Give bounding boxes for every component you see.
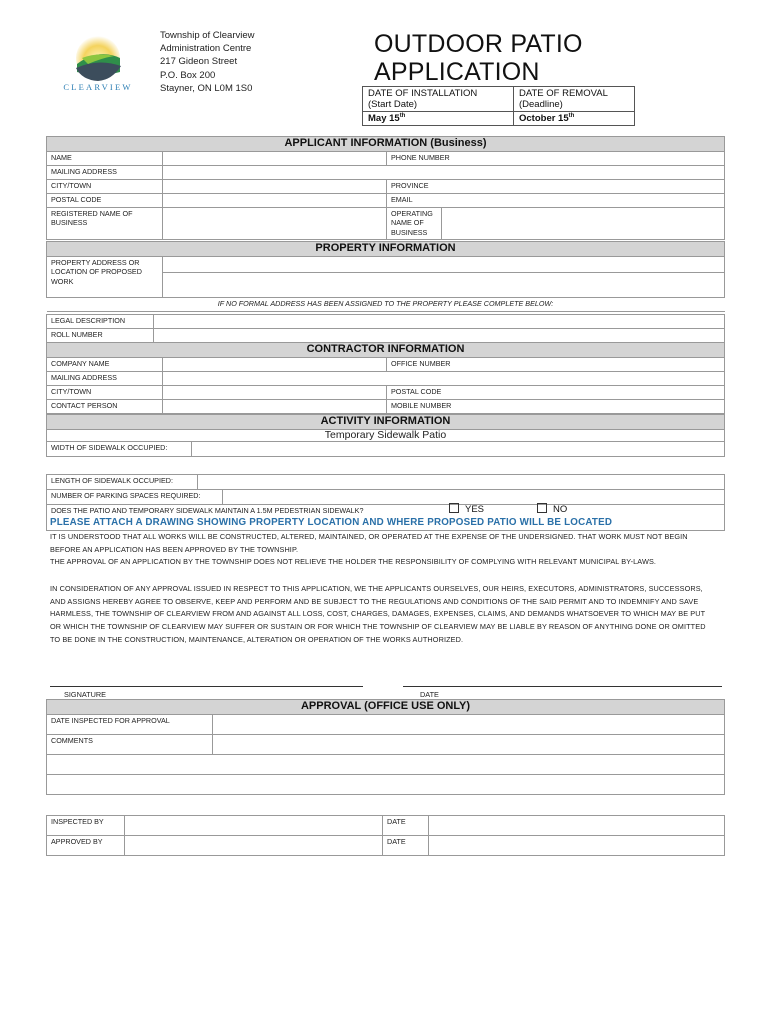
postal-field[interactable] — [163, 193, 387, 207]
property-address-field[interactable] — [163, 256, 725, 272]
mailing-field[interactable] — [163, 165, 725, 179]
roll-number-field[interactable] — [154, 329, 725, 343]
yes-label: YES — [465, 504, 485, 515]
inspected-by-field[interactable] — [125, 816, 383, 836]
approval-heading: APPROVAL (OFFICE USE ONLY) — [47, 700, 725, 715]
yes-checkbox[interactable] — [449, 503, 459, 513]
approved-by-field[interactable] — [125, 836, 383, 856]
legal-description-label: LEGAL DESCRIPTION — [47, 315, 154, 329]
title-line: OUTDOOR PATIO — [374, 30, 583, 58]
sidewalk-width-label: WIDTH OF SIDEWALK OCCUPIED: — [47, 442, 192, 457]
installation-date: May 15th — [363, 112, 514, 126]
no-label: NO — [553, 504, 568, 515]
signature-date-label: DATE — [420, 690, 439, 699]
contractor-heading: CONTRACTOR INFORMATION — [47, 343, 725, 358]
city-label: CITY/TOWN — [47, 179, 163, 193]
date-inspected-label: DATE INSPECTED FOR APPROVAL — [47, 714, 213, 734]
form-title — [374, 30, 583, 86]
terms-paragraph-3: IN CONSIDERATION OF ANY APPROVAL ISSUED IN RESPECT TO THIS APPLICATION, WE THE APPLICANTS OURSELVES, OUR HEIRS, EXECUTORS, ADMINISTRATORS, SUCCESSORS, AND ASSIGNS HEREBY AGREE TO OBSERVE, KEEP AND PERFORM AND BE SUBJECT TO THE REGULATIONS AND CONDITIONS OF THE SAID PERMIT AND TO INDEMNIFY AND SAVE HARMLESS, THE TOWNSHIP OF CLEARVIEW FROM AND AGAINST ALL LOSS, COST, CHARGES, DAMAGES, EXPENSES, CLAIMS, AND DEMANDS WHATSOEVER TO WHICH MAY BE PUT OR WHICH THE TOWNSHIP OF CLEARVIEW MAY SUFFER OR SUSTAIN OR FOR WHICH THE TOWNSHIP OF CLEARVIEW MAY BE LIABLE BY REASON OF ANYTHING DONE OR OMITTED TO BE DONE IN THE CONSTRUCTION, MAINTENANCE, ALTERATION OR OPERATION OF THE WORKS AUTHORIZED. — [50, 584, 706, 644]
comments-line-3[interactable] — [47, 774, 725, 794]
approval-section — [46, 699, 725, 795]
phone-label: PHONE NUMBER — [391, 152, 450, 162]
comments-line-2[interactable] — [47, 754, 725, 774]
contractor-city-label: CITY/TOWN — [47, 385, 163, 399]
terms-paragraph-1: IT IS UNDERSTOOD THAT ALL WORKS WILL BE CONSTRUCTED, ALTERED, MAINTAINED, OR OPERATED AT THE EXPENSE OF THE UNDERSIGNED. THAT WORK MUST NOT BEGIN BEFORE AN APPLICATION HAS BEEN APPROVED BY THE TOWNSHIP. — [50, 532, 688, 554]
phone-field[interactable] — [387, 151, 725, 165]
address-line: Stayner, ON L0M 1S0 — [160, 82, 253, 94]
contact-person-label: CONTACT PERSON — [47, 399, 163, 413]
registered-name-field[interactable] — [163, 207, 387, 239]
terms-paragraph-2: THE APPROVAL OF AN APPLICATION BY THE TOWNSHIP DOES NOT RELIEVE THE HOLDER THE RESPONSIBILITY OF COMPLYING WITH RELEVANT MUNICIPAL BY-LAWS. — [50, 557, 657, 566]
no-address-note: IF NO FORMAL ADDRESS HAS BEEN ASSIGNED TO THE PROPERTY PLEASE COMPLETE BELOW: — [47, 297, 725, 311]
yes-option[interactable] — [449, 503, 484, 515]
roll-number-label: ROLL NUMBER — [47, 329, 154, 343]
dates-table — [362, 86, 635, 126]
city-field[interactable] — [163, 179, 387, 193]
province-field[interactable] — [387, 179, 725, 193]
activity-subheading: Temporary Sidewalk Patio — [47, 429, 725, 442]
length-section — [46, 474, 725, 490]
company-name-field[interactable] — [163, 357, 387, 371]
legal-section — [46, 314, 725, 343]
activity-heading: ACTIVITY INFORMATION — [47, 415, 725, 430]
inspected-date-field[interactable] — [429, 816, 725, 836]
mailing-label: MAILING ADDRESS — [47, 165, 163, 179]
property-address-label: PROPERTY ADDRESS OR LOCATION OF PROPOSED WORK — [47, 256, 163, 297]
address-line: P.O. Box 200 — [160, 69, 216, 81]
operating-name-field[interactable] — [442, 207, 725, 239]
comments-label: COMMENTS — [47, 734, 213, 754]
registered-name-label: REGISTERED NAME OF BUSINESS — [47, 207, 163, 239]
address-line: Township of Clearview — [160, 30, 255, 41]
logo-wordmark: CLEARVIEW — [63, 82, 133, 92]
parking-spaces-label: NUMBER OF PARKING SPACES REQUIRED: — [47, 490, 223, 505]
removal-label: DATE OF REMOVAL (Deadline) — [514, 87, 635, 112]
contractor-mailing-label: MAILING ADDRESS — [47, 371, 163, 385]
activity-section — [46, 414, 725, 457]
applicant-heading: APPLICANT INFORMATION (Business) — [47, 137, 725, 152]
email-label: EMAIL — [391, 194, 413, 204]
mobile-number-label: MOBILE NUMBER — [391, 400, 452, 410]
province-label: PROVINCE — [391, 180, 429, 190]
contractor-section — [46, 342, 725, 414]
contractor-mailing-field[interactable] — [163, 371, 725, 385]
sidewalk-length-field[interactable] — [198, 475, 725, 490]
mobile-number-field[interactable] — [387, 399, 725, 413]
inspected-by-label: INSPECTED BY — [47, 816, 125, 836]
signoff-section — [46, 815, 725, 856]
contact-person-field[interactable] — [163, 399, 387, 413]
approved-by-label: APPROVED BY — [47, 836, 125, 856]
sidewalk-length-label: LENGTH OF SIDEWALK OCCUPIED: — [47, 475, 198, 490]
property-section — [46, 241, 725, 312]
no-option[interactable] — [537, 503, 567, 515]
municipal-address — [160, 29, 255, 95]
no-checkbox[interactable] — [537, 503, 547, 513]
contractor-postal-field[interactable] — [387, 385, 725, 399]
office-number-label: OFFICE NUMBER — [391, 358, 451, 368]
approved-date-label: DATE — [383, 836, 429, 856]
legal-description-field[interactable] — [154, 315, 725, 329]
name-field[interactable] — [163, 151, 387, 165]
name-label: NAME — [47, 151, 163, 165]
office-number-field[interactable] — [387, 357, 725, 371]
email-field[interactable] — [387, 193, 725, 207]
inspected-date-label: DATE — [383, 816, 429, 836]
company-name-label: COMPANY NAME — [47, 357, 163, 371]
date-inspected-field[interactable] — [213, 714, 725, 734]
contractor-city-field[interactable] — [163, 385, 387, 399]
contractor-postal-label: POSTAL CODE — [391, 386, 442, 396]
sidewalk-width-field[interactable] — [192, 442, 725, 457]
installation-label: DATE OF INSTALLATION (Start Date) — [363, 87, 514, 112]
applicant-section — [46, 136, 725, 240]
clearview-logo-icon — [52, 28, 144, 88]
property-heading: PROPERTY INFORMATION — [47, 242, 725, 257]
operating-name-label: OPERATING NAME OF BUSINESS — [387, 207, 442, 239]
title-line: APPLICATION — [374, 58, 540, 86]
removal-date: October 15th — [514, 112, 635, 126]
address-line: Administration Centre — [160, 43, 252, 55]
signature-line[interactable] — [50, 686, 363, 687]
pedestrian-question: DOES THE PATIO AND TEMPORARY SIDEWALK MAINTAIN A 1.5M PEDESTRIAN SIDEWALK? — [51, 506, 364, 515]
signature-label: SIGNATURE — [64, 690, 107, 699]
address-line: 217 Gideon Street — [160, 56, 238, 68]
postal-label: POSTAL CODE — [47, 193, 163, 207]
attach-drawing-notice: PLEASE ATTACH A DRAWING SHOWING PROPERTY LOCATION AND WHERE PROPOSED PATIO WILL BE LOCATED — [50, 517, 613, 528]
property-address-field-2[interactable] — [163, 272, 725, 297]
approved-date-field[interactable] — [429, 836, 725, 856]
signature-date-line[interactable] — [403, 686, 722, 687]
comments-field[interactable] — [213, 734, 725, 754]
